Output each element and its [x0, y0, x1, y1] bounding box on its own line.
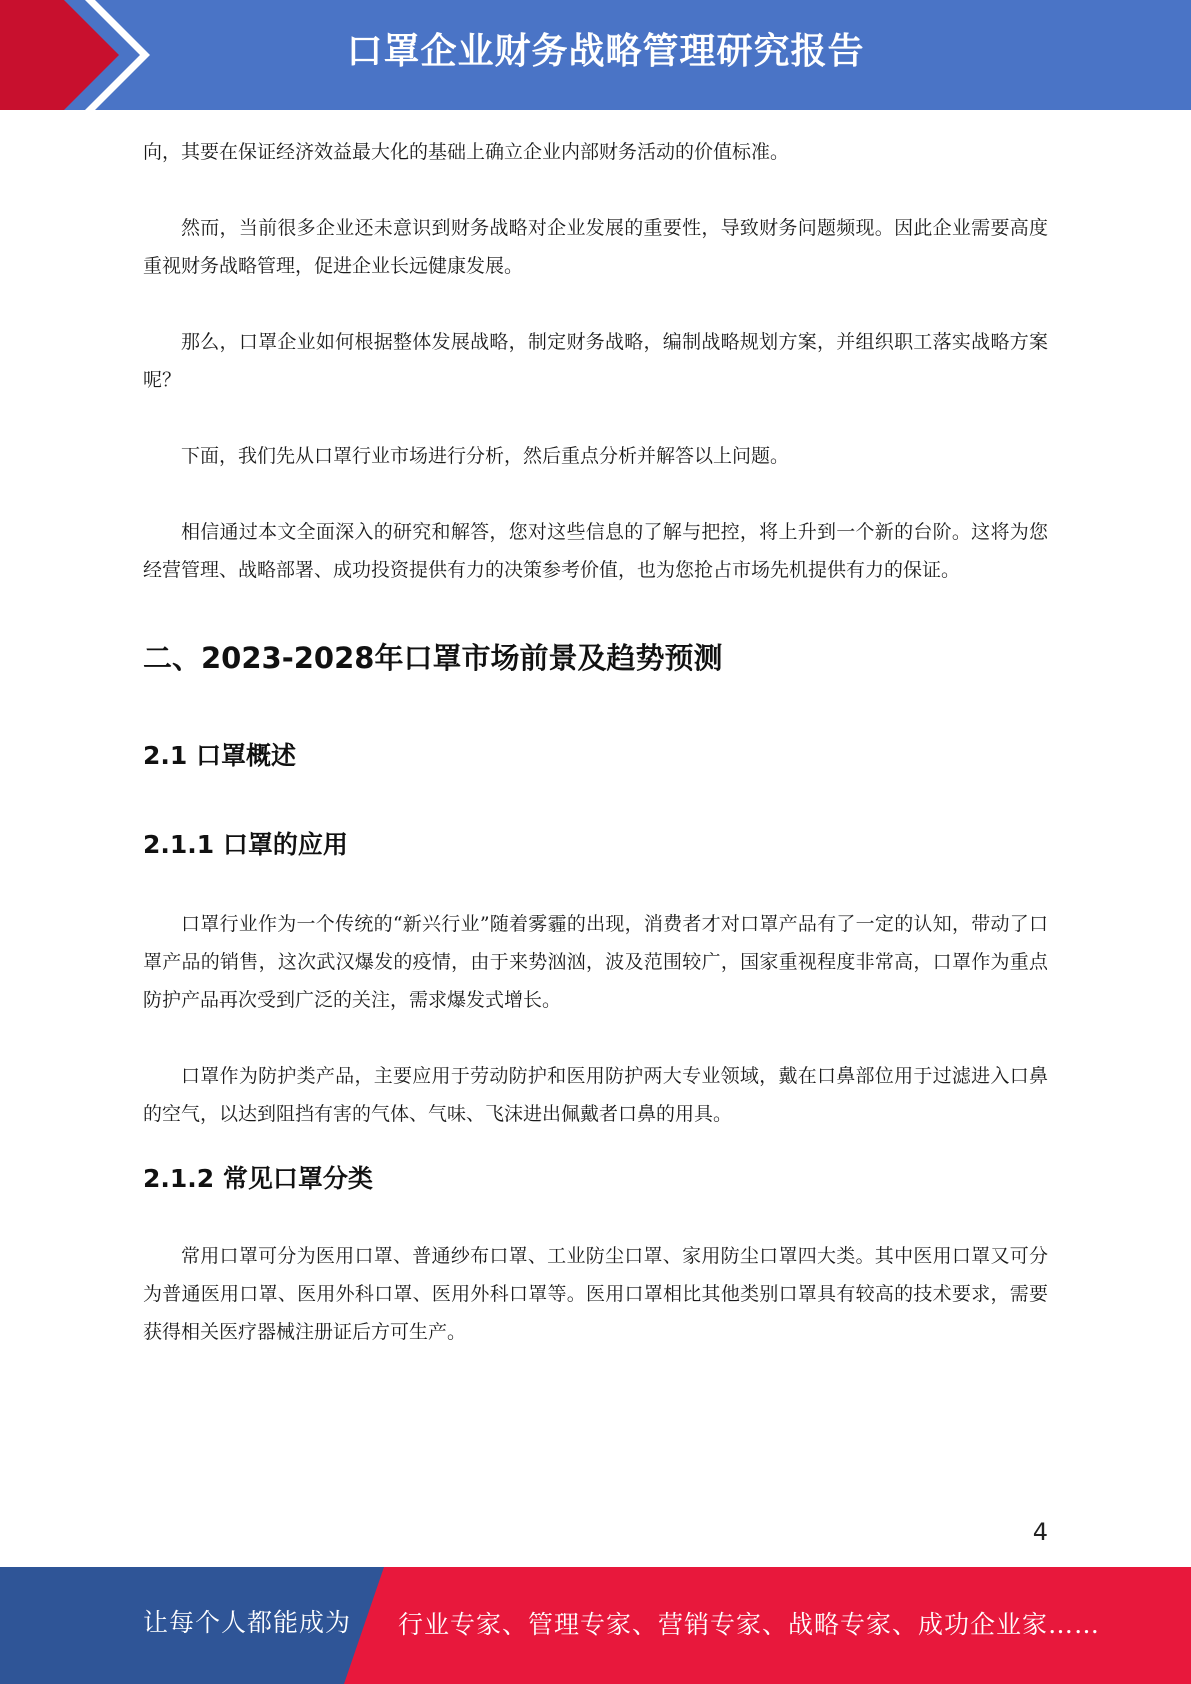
- paragraph: 然而，当前很多企业还未意识到财务战略对企业发展的重要性，导致财务问题频现。因此企业需要高度重视财务战略管理，促进企业长远健康发展。: [143, 217, 1048, 277]
- report-title: 口罩企业财务战略管理研究报告: [346, 31, 865, 72]
- section-heading: 二、2023-2028年口罩市场前景及趋势预测: [143, 641, 723, 675]
- footer-slogan-right: 行业专家、管理专家、营销专家、战略专家、成功企业家……: [398, 1610, 1101, 1639]
- page-number: 4: [1032, 1518, 1048, 1546]
- document-body: [143, 133, 1048, 1351]
- subsubsection-heading: 2.1.1 口罩的应用: [143, 830, 348, 859]
- paragraph: 相信通过本文全面深入的研究和解答，您对这些信息的了解与把控，将上升到一个新的台阶。这将为您经营管理、战略部署、成功投资提供有力的决策参考价值，也为您抢占市场先机提供有力的保证。: [143, 521, 1048, 581]
- footer-slogan-left: 让每个人都能成为: [143, 1608, 352, 1637]
- paragraph: 常用口罩可分为医用口罩、普通纱布口罩、工业防尘口罩、家用防尘口罩四大类。其中医用口罩又可分为普通医用口罩、医用外科口罩、医用外科口罩等。医用口罩相比其他类别口罩具有较高的技术要求，需要获得相关医疗器械注册证后方可生产。: [143, 1245, 1048, 1343]
- subsubsection-heading: 2.1.2 常见口罩分类: [143, 1164, 373, 1193]
- paragraph: 口罩行业作为一个传统的“新兴行业”随着雾霾的出现，消费者才对口罩产品有了一定的认知，带动了口罩产品的销售，这次武汉爆发的疫情，由于来势汹汹，波及范围较广，国家重视程度非常高，口罩作为重点防护产品再次受到广泛的关注，需求爆发式增长。: [143, 913, 1048, 1011]
- paragraph-continuation: 向，其要在保证经济效益最大化的基础上确立企业内部财务活动的价值标准。: [143, 141, 790, 163]
- page-header: [0, 0, 1191, 110]
- paragraph: 那么，口罩企业如何根据整体发展战略，制定财务战略，编制战略规划方案，并组织职工落实战略方案呢？: [143, 331, 1048, 391]
- subsection-heading: 2.1 口罩概述: [143, 741, 296, 770]
- paragraph: 口罩作为防护类产品，主要应用于劳动防护和医用防护两大专业领域，戴在口鼻部位用于过滤进入口鼻的空气，以达到阻挡有害的气体、气味、飞沫进出佩戴者口鼻的用具。: [143, 1065, 1048, 1125]
- page-footer: [0, 1567, 1191, 1684]
- paragraph: 下面，我们先从口罩行业市场进行分析，然后重点分析并解答以上问题。: [181, 445, 790, 467]
